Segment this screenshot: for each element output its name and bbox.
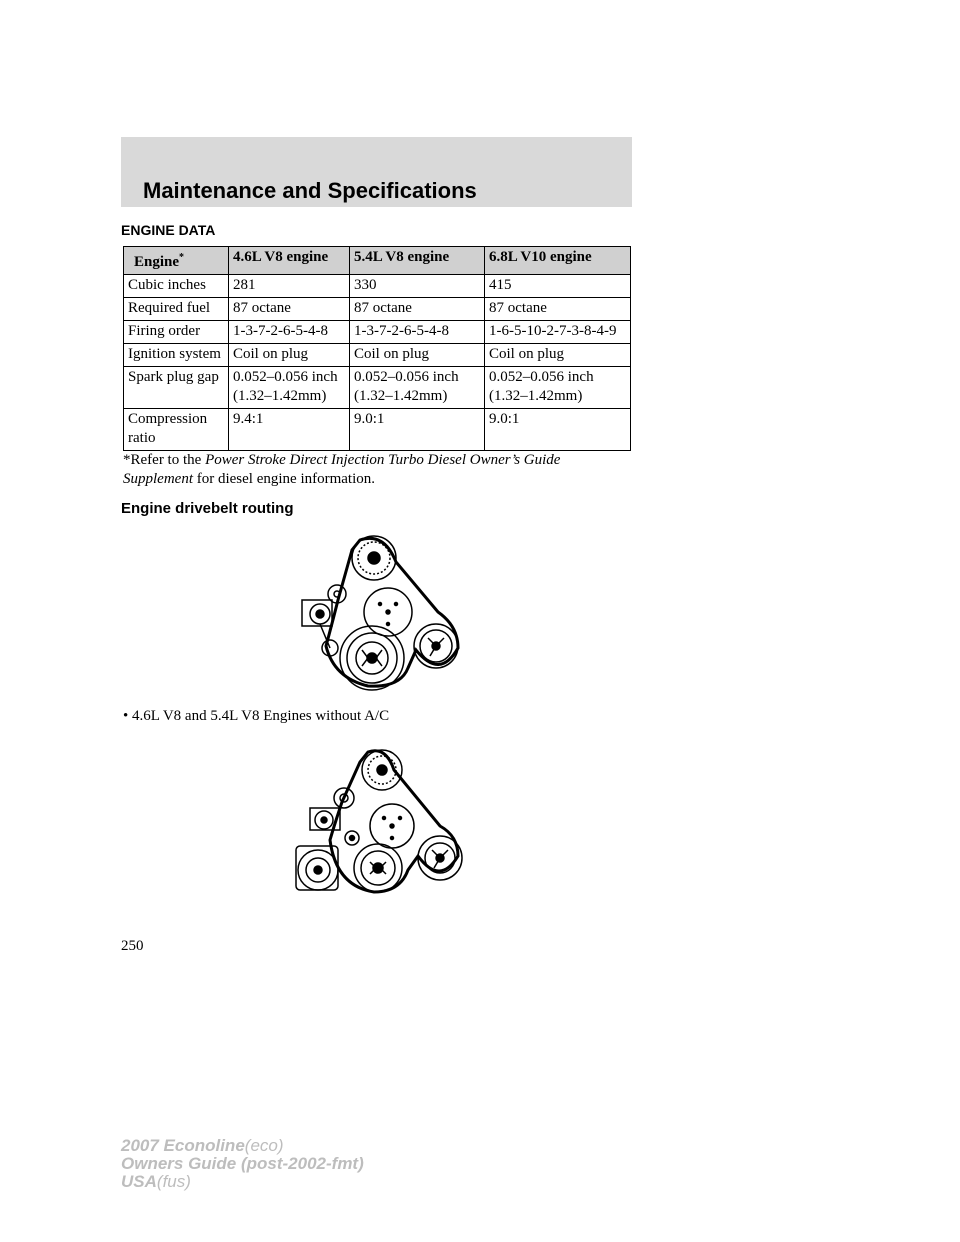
table-cell: 9.4:1 (229, 409, 350, 451)
table-header-row (124, 247, 631, 275)
table-cell: 0.052–0.056 inch (1.32–1.42mm) (485, 367, 631, 409)
table-cell: Coil on plug (350, 344, 485, 367)
drivebelt-diagram-no-ac (290, 528, 470, 696)
table-cell: 87 octane (229, 298, 350, 321)
footnote-italic-title: Power Stroke Direct Injection Turbo Diesel Owner’s Guide Supplement (123, 452, 561, 487)
table-row (124, 367, 631, 409)
table-cell: 87 octane (485, 298, 631, 321)
table-cell: 0.052–0.056 inch (1.32–1.42mm) (229, 367, 350, 409)
table-cell: 1-3-7-2-6-5-4-8 (229, 321, 350, 344)
document-footer: 2007 Econoline(eco) Owners Guide (post-2002-fmt) USA(fus) (121, 1136, 364, 1191)
drivebelt-heading: Engine drivebelt routing (121, 500, 294, 517)
drivebelt-diagram-with-ac (290, 746, 470, 894)
table-header-cell: Engine* (124, 247, 229, 275)
table-row (124, 298, 631, 321)
table-header-cell: 5.4L V8 engine (350, 247, 485, 275)
table-cell: Spark plug gap (124, 367, 229, 409)
table-footnote: *Refer to the Power Stroke Direct Injection Turbo Diesel Owner’s Guide Supplement for diesel engine information. (123, 452, 561, 487)
table-cell: Compression ratio (124, 409, 229, 451)
table-row (124, 409, 631, 451)
table-cell: 1-3-7-2-6-5-4-8 (350, 321, 485, 344)
table-cell: Coil on plug (229, 344, 350, 367)
engine-data-table (123, 246, 631, 451)
table-row (124, 275, 631, 298)
table-cell: 87 octane (350, 298, 485, 321)
page-title: Maintenance and Specifications (143, 178, 477, 203)
table-header-cell: 4.6L V8 engine (229, 247, 350, 275)
table-cell: Firing order (124, 321, 229, 344)
table-cell: Coil on plug (485, 344, 631, 367)
table-cell: 330 (350, 275, 485, 298)
page-number: 250 (121, 938, 144, 954)
table-row (124, 321, 631, 344)
table-cell: 9.0:1 (485, 409, 631, 451)
table-cell: Ignition system (124, 344, 229, 367)
table-cell: Required fuel (124, 298, 229, 321)
table-row (124, 344, 631, 367)
bullet-item: • 4.6L V8 and 5.4L V8 Engines without A/C (123, 708, 390, 724)
table-cell: 9.0:1 (350, 409, 485, 451)
table-cell: 1-6-5-10-2-7-3-8-4-9 (485, 321, 631, 344)
section-title: ENGINE DATA (121, 222, 216, 238)
table-header-cell: 6.8L V10 engine (485, 247, 631, 275)
table-cell: Cubic inches (124, 275, 229, 298)
table-cell: 415 (485, 275, 631, 298)
table-cell: 281 (229, 275, 350, 298)
table-cell: 0.052–0.056 inch (1.32–1.42mm) (350, 367, 485, 409)
footnote-mark: * (179, 252, 185, 263)
